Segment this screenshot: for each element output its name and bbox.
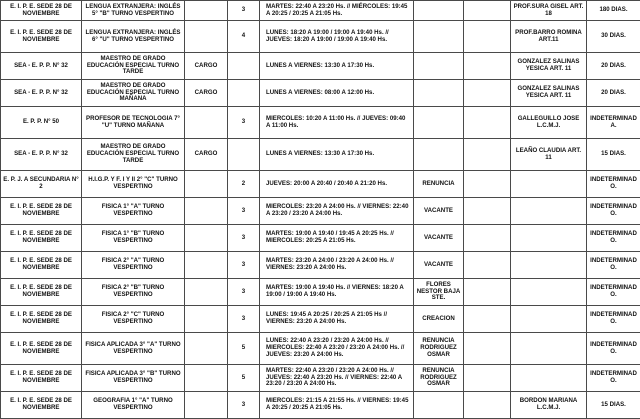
schedule-cell: LUNES A VIERNES: 13:30 A 17:30 Hs. bbox=[260, 53, 414, 80]
subject-cell: MAESTRO DE GRADO EDUCACIÓN ESPECIAL TURNO MAÑANA bbox=[82, 80, 185, 107]
duration-cell: INDETERMINADO. bbox=[587, 333, 640, 365]
table-row bbox=[1, 53, 640, 80]
position-type-cell bbox=[185, 252, 228, 279]
school-cell: E. P. P. N° 50 bbox=[1, 107, 82, 139]
table-row bbox=[1, 107, 640, 139]
school-cell: E. I. P. E. SEDE 28 DE NOVIEMBRE bbox=[1, 306, 82, 333]
subject-cell: FISICA 2° "C" TURNO VESPERTINO bbox=[82, 306, 185, 333]
schedule-cell: MARTES: 22:40 A 23:20 Hs. // MIÉRCOLES: 19:45 A 20:25 / 20:25 A 21:05 Hs. bbox=[260, 1, 414, 21]
replaced-teacher-cell bbox=[511, 225, 587, 252]
school-cell: E. P. J. A SECUNDARIA N° 2 bbox=[1, 171, 82, 198]
hours-cell: 3 bbox=[228, 252, 260, 279]
subject-cell: MAESTRO DE GRADO EDUCACIÓN ESPECIAL TURNO TARDE bbox=[82, 139, 185, 171]
subject-cell: FISICA 1° "B" TURNO VESPERTINO bbox=[82, 225, 185, 252]
position-type-cell bbox=[185, 21, 228, 53]
blank-cell bbox=[464, 107, 511, 139]
hours-cell: 2 bbox=[228, 171, 260, 198]
table-row bbox=[1, 198, 640, 225]
position-type-cell: CARGO bbox=[185, 53, 228, 80]
duration-cell: 180 DIAS. bbox=[587, 1, 640, 21]
subject-cell: LENGUA EXTRANJERA: INGLÉS 5° "B" TURNO VESPERTINO bbox=[82, 1, 185, 21]
replaced-teacher-cell: PROF.SURA GISEL ART. 18 bbox=[511, 1, 587, 21]
school-cell: E. I. P. E. SEDE 28 DE NOVIEMBRE bbox=[1, 1, 82, 21]
school-cell: E. I. P. E. SEDE 28 DE NOVIEMBRE bbox=[1, 198, 82, 225]
reason-cell: RENUNCIA bbox=[414, 171, 464, 198]
school-cell: E. I. P. E. SEDE 28 DE NOVIEMBRE bbox=[1, 333, 82, 365]
duration-cell: 30 DIAS. bbox=[587, 21, 640, 53]
hours-cell: 5 bbox=[228, 333, 260, 365]
reason-cell: FLORES NESTOR BAJA STE. bbox=[414, 279, 464, 306]
replaced-teacher-cell: GONZALEZ SALINAS YESICA ART. 11 bbox=[511, 80, 587, 107]
blank-cell bbox=[464, 279, 511, 306]
reason-cell bbox=[414, 80, 464, 107]
duration-cell: INDETERMINADO. bbox=[587, 225, 640, 252]
position-type-cell: CARGO bbox=[185, 80, 228, 107]
replaced-teacher-cell: LEAÑO CLAUDIA ART. 11 bbox=[511, 139, 587, 171]
reason-cell: RENUNCIA RODRIGUEZ OSMAR bbox=[414, 365, 464, 392]
blank-cell bbox=[464, 365, 511, 392]
schedule-cell: LUNES A VIERNES: 08:00 A 12:00 Hs. bbox=[260, 80, 414, 107]
subject-cell: MAESTRO DE GRADO EDUCACIÓN ESPECIAL TURNO TARDE bbox=[82, 53, 185, 80]
duration-cell: INDETERMINADO. bbox=[587, 365, 640, 392]
school-cell: E. I. P. E. SEDE 28 DE NOVIEMBRE bbox=[1, 21, 82, 53]
table-row bbox=[1, 225, 640, 252]
duration-cell: INDETERMINADO. bbox=[587, 252, 640, 279]
table-body bbox=[1, 1, 640, 419]
reason-cell: VACANTE bbox=[414, 252, 464, 279]
duration-cell: INDETERMINADO. bbox=[587, 198, 640, 225]
position-type-cell bbox=[185, 171, 228, 198]
school-cell: E. I. P. E. SEDE 28 DE NOVIEMBRE bbox=[1, 252, 82, 279]
table-row bbox=[1, 1, 640, 21]
hours-cell: 3 bbox=[228, 392, 260, 419]
duration-cell: 20 DIAS. bbox=[587, 80, 640, 107]
hours-cell: 3 bbox=[228, 198, 260, 225]
subject-cell: LENGUA EXTRANJERA: INGLÉS 6° "U" TURNO VESPERTINO bbox=[82, 21, 185, 53]
schedule-cell: LUNES: 19:45 A 20:25 / 20:25 A 21:05 Hs // VIERNES: 23:20 A 24:00 Hs. bbox=[260, 306, 414, 333]
subject-cell: FISICA APLICADA 3° "A" TURNO VESPERTINO bbox=[82, 333, 185, 365]
position-type-cell bbox=[185, 107, 228, 139]
hours-cell: 5 bbox=[228, 365, 260, 392]
subject-cell: GEOGRAFIA 1° "A" TURNO VESPERTINO bbox=[82, 392, 185, 419]
table-row bbox=[1, 392, 640, 419]
school-cell: SEA - E. P. P. N° 32 bbox=[1, 53, 82, 80]
subject-cell: FISICA 2° "A" TURNO VESPERTINO bbox=[82, 252, 185, 279]
reason-cell: RENUNCIA RODRIGUEZ OSMAR bbox=[414, 333, 464, 365]
schedule-cell: MARTES: 19:00 A 19:40 / 19:45 A 20:25 Hs. // MIERCOLES: 20:25 A 21:05 Hs. bbox=[260, 225, 414, 252]
blank-cell bbox=[464, 80, 511, 107]
position-type-cell bbox=[185, 225, 228, 252]
replaced-teacher-cell: GONZALEZ SALINAS YESICA ART. 11 bbox=[511, 53, 587, 80]
duration-cell: 15 DIAS. bbox=[587, 139, 640, 171]
schedule-cell: LUNES A VIERNES: 13:30 A 17:30 Hs. bbox=[260, 139, 414, 171]
blank-cell bbox=[464, 306, 511, 333]
blank-cell bbox=[464, 392, 511, 419]
schedule-cell: JUEVES: 20:00 A 20:40 / 20:40 A 21:20 Hs. bbox=[260, 171, 414, 198]
table-row bbox=[1, 279, 640, 306]
duration-cell: INDETERMINADO. bbox=[587, 279, 640, 306]
school-cell: E. I. P. E. SEDE 28 DE NOVIEMBRE bbox=[1, 279, 82, 306]
blank-cell bbox=[464, 139, 511, 171]
duration-cell: INDETERMINADA. bbox=[587, 107, 640, 139]
hours-cell bbox=[228, 80, 260, 107]
replaced-teacher-cell: BORDON MARIANA L.C.M.J. bbox=[511, 392, 587, 419]
reason-cell bbox=[414, 53, 464, 80]
hours-cell: 4 bbox=[228, 21, 260, 53]
hours-cell: 3 bbox=[228, 225, 260, 252]
replaced-teacher-cell: PROF.BARRO ROMINA ART.11 bbox=[511, 21, 587, 53]
position-type-cell bbox=[185, 333, 228, 365]
hours-cell: 3 bbox=[228, 279, 260, 306]
school-cell: E. I. P. E. SEDE 28 DE NOVIEMBRE bbox=[1, 365, 82, 392]
table-row bbox=[1, 171, 640, 198]
school-cell: SEA - E. P. P. N° 32 bbox=[1, 80, 82, 107]
blank-cell bbox=[464, 171, 511, 198]
schedule-cell: MARTES: 23:20 A 24:00 / 23:20 A 24:00 Hs. // VIERNES: 23:20 A 24:00 Hs. bbox=[260, 252, 414, 279]
blank-cell bbox=[464, 53, 511, 80]
position-type-cell: CARGO bbox=[185, 139, 228, 171]
subject-cell: FISICA 1° "A" TURNO VESPERTINO bbox=[82, 198, 185, 225]
table-row bbox=[1, 21, 640, 53]
reason-cell bbox=[414, 107, 464, 139]
replaced-teacher-cell: GALLEGUILLO JOSE L.C.M.J. bbox=[511, 107, 587, 139]
subject-cell: PROFESOR DE TECNOLOGIA 7° "U" TURNO MAÑANA bbox=[82, 107, 185, 139]
subject-cell: H.I.G.P. Y F. I Y II 2° "C" TURNO VESPERTINO bbox=[82, 171, 185, 198]
reason-cell bbox=[414, 21, 464, 53]
replaced-teacher-cell bbox=[511, 171, 587, 198]
replaced-teacher-cell bbox=[511, 279, 587, 306]
blank-cell bbox=[464, 225, 511, 252]
schedule-cell: LUNES: 22:40 A 23:20 / 23:20 A 24:00 Hs. // MIERCOLES: 22:40 A 23:20 / 23:20 A 24:00 Hs. // JUEVES: 23:20 A 24:00 Hs. bbox=[260, 333, 414, 365]
schedule-cell: MIERCOLES: 21:15 A 21:55 Hs. // VIERNES: 19:45 A 20:25 / 20:25 A 21:05 Hs. bbox=[260, 392, 414, 419]
replaced-teacher-cell bbox=[511, 365, 587, 392]
position-type-cell bbox=[185, 392, 228, 419]
table-row bbox=[1, 80, 640, 107]
reason-cell: VACANTE bbox=[414, 198, 464, 225]
table-row bbox=[1, 333, 640, 365]
schedule-cell: MIERCOLES: 10:20 A 11:00 Hs. // JUEVES: 09:40 A 11:00 Hs. bbox=[260, 107, 414, 139]
blank-cell bbox=[464, 1, 511, 21]
reason-cell bbox=[414, 139, 464, 171]
schedule-cell: LUNES: 18:20 A 19:00 / 19:00 A 19:40 Hs. // JUEVES: 18:20 A 19:00 / 19:00 A 19:40 Hs. bbox=[260, 21, 414, 53]
reason-cell: CREACION bbox=[414, 306, 464, 333]
school-cell: SEA - E. P. P. N° 32 bbox=[1, 139, 82, 171]
duration-cell: INDETERMINADO. bbox=[587, 171, 640, 198]
school-cell: E. I. P. E. SEDE 28 DE NOVIEMBRE bbox=[1, 225, 82, 252]
hours-cell bbox=[228, 139, 260, 171]
table-row bbox=[1, 365, 640, 392]
hours-cell: 3 bbox=[228, 1, 260, 21]
subject-cell: FISICA APLICADA 3° "B" TURNO VESPERTINO bbox=[82, 365, 185, 392]
position-type-cell bbox=[185, 279, 228, 306]
duration-cell: 15 DIAS. bbox=[587, 392, 640, 419]
blank-cell bbox=[464, 198, 511, 225]
blank-cell bbox=[464, 252, 511, 279]
table-row bbox=[1, 139, 640, 171]
hours-cell bbox=[228, 53, 260, 80]
duration-cell: 20 DIAS. bbox=[587, 53, 640, 80]
schedule-cell: MARTES: 19:00 A 19:40 Hs. // VIERNES: 18:20 A 19:00 / 19:00 A 19:40 Hs. bbox=[260, 279, 414, 306]
replaced-teacher-cell bbox=[511, 252, 587, 279]
reason-cell bbox=[414, 392, 464, 419]
table-row bbox=[1, 252, 640, 279]
reason-cell: VACANTE bbox=[414, 225, 464, 252]
hours-cell: 3 bbox=[228, 306, 260, 333]
replaced-teacher-cell bbox=[511, 333, 587, 365]
replaced-teacher-cell bbox=[511, 306, 587, 333]
table-row bbox=[1, 306, 640, 333]
position-type-cell bbox=[185, 306, 228, 333]
hours-cell: 3 bbox=[228, 107, 260, 139]
position-type-cell bbox=[185, 198, 228, 225]
subject-cell: FISICA 2° "B" TURNO VESPERTINO bbox=[82, 279, 185, 306]
replaced-teacher-cell bbox=[511, 198, 587, 225]
reason-cell bbox=[414, 1, 464, 21]
schedule-cell: MIERCOLES: 23:20 A 24:00 Hs. // VIERNES: 22:40 A 23:20 / 23:20 A 24:00 Hs. bbox=[260, 198, 414, 225]
duration-cell: INDETERMINADO. bbox=[587, 306, 640, 333]
position-type-cell bbox=[185, 365, 228, 392]
schedule-cell: MARTES: 22:40 A 23:20 / 23:20 A 24:00 Hs. // JUEVES: 22:40 A 23:20 Hs. // VIERNES: 22:40 A 23:20 / 23:20 A 24:00 Hs. bbox=[260, 365, 414, 392]
position-type-cell bbox=[185, 1, 228, 21]
school-cell: E. I. P. E. SEDE 28 DE NOVIEMBRE bbox=[1, 392, 82, 419]
blank-cell bbox=[464, 333, 511, 365]
blank-cell bbox=[464, 21, 511, 53]
